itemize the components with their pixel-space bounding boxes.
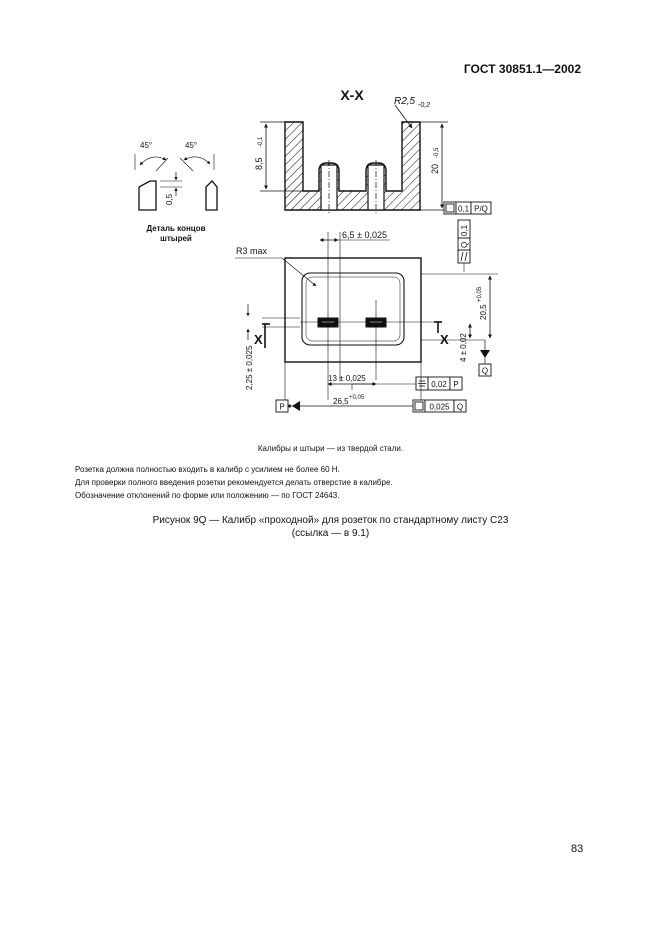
detail-label-2: штырей [160, 234, 192, 243]
x-mark-left: X [254, 332, 263, 347]
note-line: Розетка должна полностью входить в калибр с усилием не более 60 Н. [75, 465, 340, 474]
standard-header: ГОСТ 30851.1—2002 [463, 62, 581, 76]
tol-frame-1-value: 0,1 [457, 204, 470, 214]
page-number: 83 [571, 843, 584, 855]
detail-angle-2: 45° [185, 141, 198, 150]
dim-205-tol: +0,05 [477, 286, 483, 302]
dim-65: 6,5 ± 0,025 [342, 230, 387, 240]
tol-par-value: 0,025 [429, 402, 450, 412]
pin-detail [135, 141, 217, 243]
x-mark-right: X [440, 332, 449, 347]
tol-frame-1-datum: P/Q [474, 204, 488, 214]
datum-q: Q [481, 366, 489, 376]
plan-view [235, 220, 498, 412]
caption-line-2: (ссылка — в 9.1) [291, 528, 370, 539]
detail-angle-1: 45° [140, 141, 153, 150]
figure-caption [0, 514, 661, 540]
dim-85: 8,5 [254, 157, 264, 170]
detail-dim-05: 0,5 [165, 193, 174, 205]
tol-vert-value: 0,1 [460, 224, 469, 236]
dim-225: 2,25 ± 0,025 [245, 345, 254, 390]
tol-sym-datum: P [453, 380, 459, 389]
dim-85-tol: -0,1 [258, 136, 264, 147]
dim-205: 20,5 [479, 304, 488, 320]
tol-vert-datum: Q [460, 241, 469, 248]
dim-20-tol: -0,5 [434, 147, 440, 158]
material-note: Калибры и штыри — из твердой стали. [257, 444, 404, 453]
section-label: Х-Х [340, 87, 364, 103]
dim-20: 20 [430, 163, 440, 174]
note-line: Для проверки полного введения розетки рекомендуется делать отверстие в калибре. [75, 478, 393, 487]
dim-265-tol: +0,05 [349, 395, 365, 401]
datum-p: P [279, 402, 285, 412]
tol-par-datum: Q [456, 402, 464, 412]
caption-line-1: Рисунок 9Q — Калибр «проходной» для розеток по стандартному листу С23 [152, 515, 509, 526]
dim-13: 13 ± 0,025 [328, 374, 366, 383]
radius-tol: -0,2 [418, 102, 431, 109]
radius-label: R2,5 [394, 96, 416, 107]
dim-265: 26,5 [333, 397, 349, 406]
section-view [254, 87, 491, 214]
note-line: Обозначение отклонений по форме или положению — по ГОСТ 24643. [75, 491, 340, 500]
r3-label: R3 max [236, 246, 268, 256]
tol-sym-value: 0,02 [431, 380, 447, 389]
dim-4: 4 ± 0,02 [459, 333, 468, 362]
detail-label-1: Деталь концов [146, 224, 206, 233]
